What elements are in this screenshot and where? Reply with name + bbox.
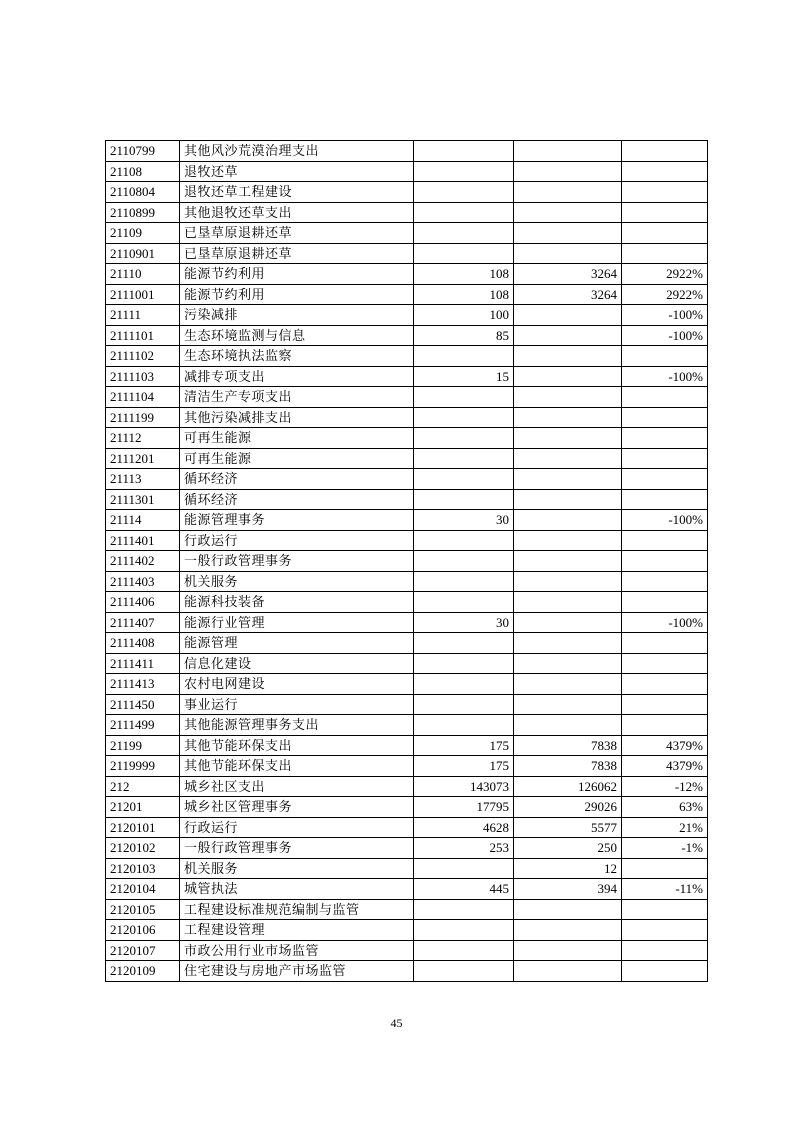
cell-change-percent [622, 551, 708, 572]
cell-prev-value [414, 448, 514, 469]
cell-code: 2111103 [106, 366, 180, 387]
cell-prev-value [414, 141, 514, 162]
table-row [106, 838, 708, 859]
cell-curr-value [514, 469, 622, 490]
cell-curr-value [514, 551, 622, 572]
table-row [106, 530, 708, 551]
cell-curr-value [514, 571, 622, 592]
cell-change-percent [622, 346, 708, 367]
cell-change-percent [622, 407, 708, 428]
cell-code: 2111199 [106, 407, 180, 428]
cell-name: 循环经济 [180, 489, 414, 510]
cell-code: 2111411 [106, 653, 180, 674]
cell-change-percent: 2922% [622, 264, 708, 285]
cell-change-percent [622, 387, 708, 408]
cell-name: 退牧还草工程建设 [180, 182, 414, 203]
cell-curr-value: 7838 [514, 735, 622, 756]
cell-prev-value [414, 243, 514, 264]
table-row [106, 715, 708, 736]
cell-change-percent [622, 161, 708, 182]
cell-name: 可再生能源 [180, 428, 414, 449]
cell-change-percent [622, 633, 708, 654]
cell-curr-value [514, 920, 622, 941]
cell-change-percent [622, 448, 708, 469]
cell-name: 已垦草原退耕还草 [180, 243, 414, 264]
cell-curr-value [514, 592, 622, 613]
cell-prev-value [414, 899, 514, 920]
cell-change-percent: 4379% [622, 735, 708, 756]
cell-change-percent [622, 592, 708, 613]
cell-code: 2120103 [106, 858, 180, 879]
cell-curr-value [514, 715, 622, 736]
cell-prev-value [414, 694, 514, 715]
cell-code: 21114 [106, 510, 180, 531]
cell-change-percent [622, 571, 708, 592]
cell-code: 2111499 [106, 715, 180, 736]
cell-curr-value: 29026 [514, 797, 622, 818]
cell-name: 城管执法 [180, 879, 414, 900]
cell-code: 21199 [106, 735, 180, 756]
table-row [106, 448, 708, 469]
cell-curr-value [514, 182, 622, 203]
cell-name: 能源管理事务 [180, 510, 414, 531]
budget-table [105, 140, 708, 982]
cell-change-percent [622, 940, 708, 961]
cell-name: 能源行业管理 [180, 612, 414, 633]
cell-name: 城乡社区管理事务 [180, 797, 414, 818]
cell-change-percent: 63% [622, 797, 708, 818]
cell-prev-value [414, 571, 514, 592]
cell-name: 已垦草原退耕还草 [180, 223, 414, 244]
cell-prev-value [414, 961, 514, 982]
cell-change-percent: -100% [622, 305, 708, 326]
table-row [106, 940, 708, 961]
cell-change-percent: -1% [622, 838, 708, 859]
table-row [106, 223, 708, 244]
cell-code: 2111101 [106, 325, 180, 346]
cell-prev-value [414, 715, 514, 736]
cell-curr-value: 126062 [514, 776, 622, 797]
cell-curr-value [514, 489, 622, 510]
cell-code: 2120101 [106, 817, 180, 838]
cell-prev-value [414, 633, 514, 654]
table-row [106, 346, 708, 367]
cell-prev-value [414, 428, 514, 449]
cell-name: 生态环境监测与信息 [180, 325, 414, 346]
cell-name: 污染减排 [180, 305, 414, 326]
table-row [106, 141, 708, 162]
cell-prev-value [414, 592, 514, 613]
cell-name: 城乡社区支出 [180, 776, 414, 797]
cell-curr-value [514, 407, 622, 428]
table-row [106, 161, 708, 182]
cell-name: 信息化建设 [180, 653, 414, 674]
cell-code: 2111403 [106, 571, 180, 592]
cell-code: 2120106 [106, 920, 180, 941]
cell-name: 其他风沙荒漠治理支出 [180, 141, 414, 162]
table-row [106, 305, 708, 326]
table-row [106, 899, 708, 920]
cell-code: 2111104 [106, 387, 180, 408]
cell-curr-value [514, 366, 622, 387]
cell-curr-value [514, 653, 622, 674]
cell-prev-value [414, 407, 514, 428]
cell-curr-value [514, 612, 622, 633]
cell-code: 21109 [106, 223, 180, 244]
cell-code: 21110 [106, 264, 180, 285]
cell-prev-value: 85 [414, 325, 514, 346]
cell-prev-value: 30 [414, 510, 514, 531]
table-row [106, 735, 708, 756]
cell-code: 21201 [106, 797, 180, 818]
cell-change-percent: -100% [622, 366, 708, 387]
cell-name: 能源节约利用 [180, 284, 414, 305]
cell-code: 2110899 [106, 202, 180, 223]
cell-change-percent [622, 694, 708, 715]
cell-curr-value: 394 [514, 879, 622, 900]
cell-curr-value [514, 674, 622, 695]
table-row [106, 858, 708, 879]
cell-change-percent [622, 920, 708, 941]
cell-prev-value [414, 530, 514, 551]
table-row [106, 469, 708, 490]
cell-prev-value [414, 653, 514, 674]
cell-prev-value: 445 [414, 879, 514, 900]
cell-name: 其他节能环保支出 [180, 756, 414, 777]
cell-code: 2111408 [106, 633, 180, 654]
cell-code: 2111406 [106, 592, 180, 613]
cell-curr-value [514, 694, 622, 715]
table-row [106, 694, 708, 715]
cell-curr-value [514, 899, 622, 920]
cell-curr-value [514, 325, 622, 346]
cell-code: 2119999 [106, 756, 180, 777]
table-row [106, 592, 708, 613]
cell-code: 2120109 [106, 961, 180, 982]
table-row [106, 961, 708, 982]
cell-code: 2110799 [106, 141, 180, 162]
table-row [106, 489, 708, 510]
cell-code: 2120102 [106, 838, 180, 859]
cell-prev-value: 100 [414, 305, 514, 326]
cell-name: 其他节能环保支出 [180, 735, 414, 756]
cell-name: 工程建设管理 [180, 920, 414, 941]
budget-table-body [106, 141, 708, 982]
cell-curr-value: 3264 [514, 264, 622, 285]
cell-change-percent: 2922% [622, 284, 708, 305]
cell-name: 能源管理 [180, 633, 414, 654]
cell-change-percent: -12% [622, 776, 708, 797]
table-row [106, 243, 708, 264]
cell-prev-value [414, 551, 514, 572]
table-row [106, 284, 708, 305]
table-row [106, 428, 708, 449]
cell-code: 2111301 [106, 489, 180, 510]
table-row [106, 817, 708, 838]
cell-code: 2111407 [106, 612, 180, 633]
cell-name: 能源节约利用 [180, 264, 414, 285]
cell-name: 行政运行 [180, 817, 414, 838]
table-row [106, 653, 708, 674]
cell-prev-value: 30 [414, 612, 514, 633]
cell-curr-value [514, 428, 622, 449]
cell-curr-value [514, 530, 622, 551]
cell-curr-value: 250 [514, 838, 622, 859]
cell-name: 住宅建设与房地产市场监管 [180, 961, 414, 982]
table-row [106, 510, 708, 531]
cell-curr-value: 12 [514, 858, 622, 879]
cell-name: 生态环境执法监察 [180, 346, 414, 367]
cell-prev-value [414, 346, 514, 367]
cell-code: 2111402 [106, 551, 180, 572]
cell-change-percent [622, 141, 708, 162]
cell-change-percent [622, 961, 708, 982]
cell-prev-value: 253 [414, 838, 514, 859]
cell-prev-value: 4628 [414, 817, 514, 838]
cell-code: 212 [106, 776, 180, 797]
cell-change-percent: -100% [622, 510, 708, 531]
cell-prev-value: 17795 [414, 797, 514, 818]
cell-prev-value: 143073 [414, 776, 514, 797]
cell-prev-value [414, 489, 514, 510]
cell-curr-value [514, 510, 622, 531]
cell-name: 清洁生产专项支出 [180, 387, 414, 408]
table-row [106, 325, 708, 346]
cell-code: 21111 [106, 305, 180, 326]
cell-code: 21113 [106, 469, 180, 490]
cell-name: 一般行政管理事务 [180, 551, 414, 572]
table-row [106, 407, 708, 428]
cell-change-percent: -100% [622, 612, 708, 633]
cell-curr-value [514, 161, 622, 182]
cell-name: 可再生能源 [180, 448, 414, 469]
cell-curr-value: 7838 [514, 756, 622, 777]
cell-change-percent: 4379% [622, 756, 708, 777]
cell-change-percent [622, 428, 708, 449]
cell-change-percent: -100% [622, 325, 708, 346]
cell-curr-value [514, 202, 622, 223]
cell-prev-value [414, 223, 514, 244]
cell-curr-value [514, 633, 622, 654]
cell-name: 事业运行 [180, 694, 414, 715]
cell-name: 农村电网建设 [180, 674, 414, 695]
cell-prev-value [414, 469, 514, 490]
cell-code: 2111401 [106, 530, 180, 551]
cell-change-percent [622, 530, 708, 551]
table-row [106, 551, 708, 572]
cell-prev-value: 175 [414, 735, 514, 756]
table-row [106, 674, 708, 695]
cell-name: 一般行政管理事务 [180, 838, 414, 859]
cell-curr-value [514, 346, 622, 367]
cell-prev-value: 108 [414, 284, 514, 305]
cell-change-percent [622, 243, 708, 264]
cell-prev-value [414, 202, 514, 223]
cell-name: 机关服务 [180, 571, 414, 592]
cell-change-percent [622, 489, 708, 510]
table-row [106, 879, 708, 900]
cell-prev-value [414, 182, 514, 203]
cell-code: 2110804 [106, 182, 180, 203]
cell-change-percent [622, 858, 708, 879]
cell-name: 其他能源管理事务支出 [180, 715, 414, 736]
cell-name: 退牧还草 [180, 161, 414, 182]
cell-name: 其他污染减排支出 [180, 407, 414, 428]
cell-curr-value [514, 448, 622, 469]
cell-prev-value [414, 387, 514, 408]
cell-prev-value: 108 [414, 264, 514, 285]
cell-curr-value [514, 305, 622, 326]
cell-code: 21108 [106, 161, 180, 182]
cell-code: 2111001 [106, 284, 180, 305]
cell-change-percent [622, 653, 708, 674]
cell-curr-value [514, 940, 622, 961]
cell-curr-value [514, 961, 622, 982]
cell-code: 2120105 [106, 899, 180, 920]
cell-name: 工程建设标准规范编制与监管 [180, 899, 414, 920]
table-row [106, 202, 708, 223]
cell-curr-value: 3264 [514, 284, 622, 305]
cell-change-percent: 21% [622, 817, 708, 838]
cell-change-percent [622, 223, 708, 244]
cell-curr-value [514, 223, 622, 244]
cell-curr-value [514, 243, 622, 264]
cell-code: 21112 [106, 428, 180, 449]
cell-change-percent [622, 469, 708, 490]
cell-prev-value [414, 940, 514, 961]
table-row [106, 264, 708, 285]
cell-code: 2111413 [106, 674, 180, 695]
table-row [106, 182, 708, 203]
cell-prev-value [414, 674, 514, 695]
cell-code: 2120104 [106, 879, 180, 900]
cell-change-percent [622, 182, 708, 203]
cell-name: 机关服务 [180, 858, 414, 879]
table-row [106, 366, 708, 387]
page-number: 45 [390, 1016, 403, 1030]
cell-change-percent [622, 202, 708, 223]
cell-change-percent [622, 674, 708, 695]
cell-name: 减排专项支出 [180, 366, 414, 387]
cell-change-percent: -11% [622, 879, 708, 900]
table-row [106, 612, 708, 633]
table-row [106, 571, 708, 592]
cell-change-percent [622, 715, 708, 736]
cell-prev-value [414, 858, 514, 879]
cell-code: 2110901 [106, 243, 180, 264]
cell-prev-value: 175 [414, 756, 514, 777]
cell-code: 2111450 [106, 694, 180, 715]
table-row [106, 920, 708, 941]
cell-name: 能源科技装备 [180, 592, 414, 613]
cell-prev-value [414, 161, 514, 182]
table-row [106, 797, 708, 818]
table-row [106, 633, 708, 654]
cell-curr-value [514, 387, 622, 408]
cell-code: 2111201 [106, 448, 180, 469]
table-row [106, 756, 708, 777]
cell-name: 其他退牧还草支出 [180, 202, 414, 223]
cell-curr-value [514, 141, 622, 162]
cell-code: 2111102 [106, 346, 180, 367]
cell-prev-value [414, 920, 514, 941]
cell-name: 市政公用行业市场监管 [180, 940, 414, 961]
table-row [106, 387, 708, 408]
table-row [106, 776, 708, 797]
cell-change-percent [622, 899, 708, 920]
cell-name: 循环经济 [180, 469, 414, 490]
cell-code: 2120107 [106, 940, 180, 961]
cell-name: 行政运行 [180, 530, 414, 551]
cell-prev-value: 15 [414, 366, 514, 387]
cell-curr-value: 5577 [514, 817, 622, 838]
